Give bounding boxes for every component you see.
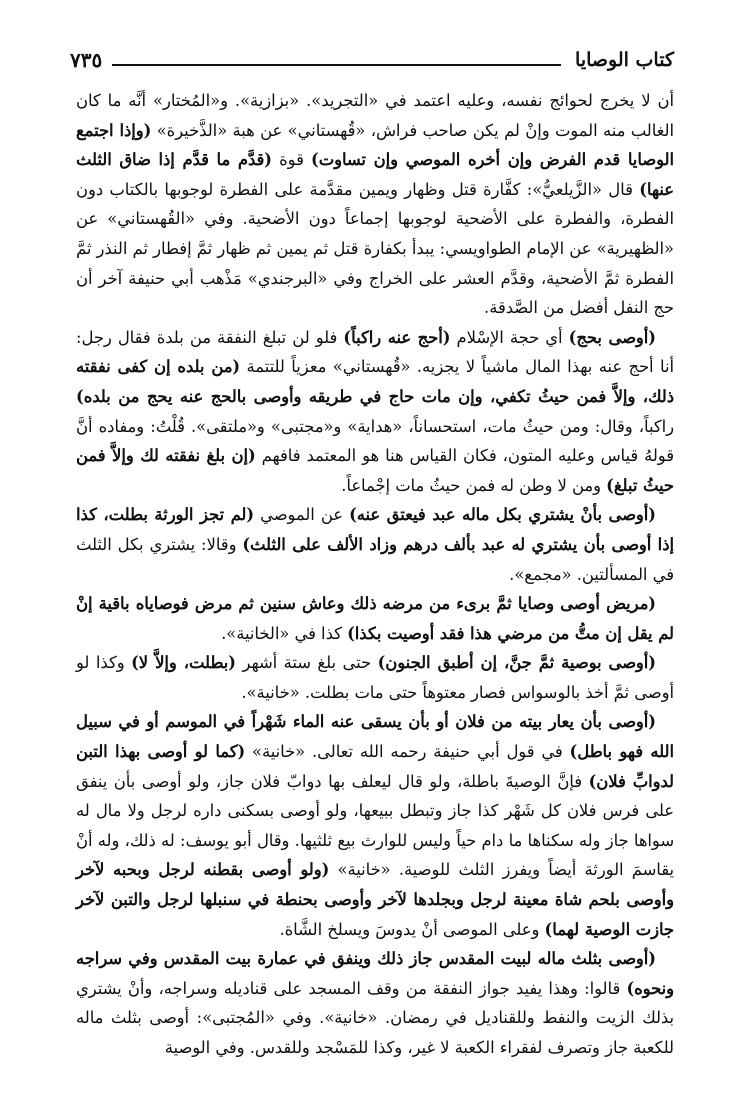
page-header (70, 38, 674, 70)
commentary-text: حتى بلغ ستة أشهر (235, 653, 378, 673)
commentary-text: كذا في «الخانية». (221, 623, 348, 643)
matn-text: (أوصى بحج) (568, 327, 656, 347)
matn-text: (وإذا اجتمع الوصايا قدم الفرض وإن أخره الموصي وإن تساوت) (76, 120, 675, 170)
commentary-text: ومن لا وطن له فمن حيثُ مات إجْماعاً. (341, 475, 607, 495)
commentary-text: فلو لن تبلغ النفقة من بلدة فقال رجل: أنا أحج عنه بهذا المال ماشياً لا يجزيه. «قُهستاني» معزياً للتتمة (76, 327, 674, 377)
matn-text: (مريض أوصى وصايا ثمَّ برىء من مرضه ذلك وعاش سنين ثم مرض فوصاياه باقية إنْ لم يقل إن متُّ من مرضي هذا فقد أوصيت بكذا) (76, 594, 674, 643)
matn-text: (قدَّم ما قدَّم إذا ضاق الثلث عنها) (76, 150, 674, 199)
header-rule (112, 64, 561, 66)
matn-text: (إن بلغ نفقته لك وإلاَّ فمن حيثُ تبلغ) (76, 446, 674, 495)
commentary-text: أي حجة الإسْلام (450, 327, 569, 347)
matn-text: (ولو أوصى بقطنه لرجل وبحبه لآخر وأوصى بلحم شاة معينة لرجل وبجلدها لآخر وأوصى بحنطة في سنبلها لرجل والتبن لآخر جازت الوصية لهما) (76, 860, 674, 939)
commentary-text: قوة (271, 150, 312, 170)
matn-text: (من بلده إن كفى نفقته ذلك، وإلاَّ فمن حيثُ تكفي، وإن مات حاج في طريقه وأوصى بالحج عنه يحج من بلده) (76, 357, 674, 406)
matn-text: (أوصى بثلث ماله لبيت المقدس جاز ذلك وينفق في عمارة بيت المقدس وفي سراجه ونحوه) (76, 949, 674, 998)
paragraph (76, 589, 674, 648)
matn-text: (كما لو أوصى بهذا التبن لدوابِّ فلان) (76, 742, 674, 791)
commentary-text: وعلى الموصى أنْ يدوسَ ويسلخ الشَّاة. (279, 919, 545, 939)
commentary-text: قالوا: وهذا يفيد جواز النفقة من وقف المسجد على قناديله وسراجه، وأنْ يشتري بذلك الزيت والنفط وللقناديل في رمضان. «خانية». وفي «المُجتبى»: أوصى بثلث ماله للكعبة جاز وتصرف لفقراء الكعبة لا غير، وكذا للمَسْجد وللقدس. وفي الوصية (76, 978, 674, 1057)
commentary-text: قال «الزَّيلعيُّ»: كفَّارة قتل وظهار ويمين مقدَّمة على الفطرة لوجوبها بالكتاب دون الفطرة، والفطرة على الأضحية لوجوبها إجماعاً دون الأضحية. وفي «القُهستاني» عن «الظهيرية» عن الإمام الطواويسي: يبدأ بكفارة قتل ثم يمين ثم ظهار ثمَّ إفطار ثم النذر ثمَّ الفطرة ثمَّ الأضحية، وقدَّم العشر على الخراج وفي «البرجندي» مَذْهب أبي حنيفة آخر أن حج النفل أفضل من الصَّدقة. (76, 179, 674, 318)
matn-text: (أوصى بوصية ثمَّ جنَّ، إن أطبق الجنون) (377, 653, 657, 673)
paragraph (76, 707, 674, 944)
commentary-text: أن لا يخرج لحوائج نفسه، وعليه اعتمد في «التجريد». «بزازية». و«المُختار» أنَّه ما كان الغالب منه الموت وإنْ لم يكن صاحب فراش، «قُهستاني» عن هبة «الذَّخيرة» (76, 91, 674, 140)
page-number: ٧٣٥ (70, 48, 103, 72)
commentary-text: راكباً، وقال: ومن حيثُ مات، استحساناً، «هداية» و«مجتبى» و«ملتقى». قُلْتُ: ومفاده أنَّ قولهُ قياس وعليه المتون، فكان القياس هنا هو المعتمد فافهم (76, 416, 674, 466)
matn-text: (أوصى بأنْ يشتري بكل ماله عبد فيعتق عنه) (349, 505, 657, 525)
matn-text: (بطلت، وإلاَّ لا) (131, 653, 236, 673)
running-head: كتاب الوصايا (575, 49, 674, 71)
matn-text: (لم تجز الورثة بطلت، كذا إذا أوصى بأن يشتري له عبد بألف درهم وزاد الألف على الثلث) (76, 505, 674, 554)
body-text (76, 86, 674, 1063)
paragraph (76, 500, 674, 589)
commentary-text: فإنَّ الوصيةَ باطلة، ولو قال ليعلف بها دوابّ فلان جاز، ولو أوصى بأن ينفق على فرس فلان كل شَهْر كذا جاز وتبطل ببيعها، ولو أوصى بسكنى داره لرجل ولا مال له سواها جاز وله سكناها ما دام حياً وليس للوارث بيع ثلثيها. وقال أبو يوسف: له ذلك، وله أنْ يقاسمَ الورثة أيضاً ويفرز الثلث للوصية. «خانية» (76, 771, 675, 880)
paragraph (76, 944, 674, 1062)
commentary-text: وقالا: يشتري بكل الثلث في المسألتين. «مجمع». (76, 534, 674, 584)
matn-text: (أوصى بأن يعار بيته من فلان أو بأن يسقى عنه الماء شَهْراً في الموسم أو في سبيل الله فهو باطل) (76, 712, 675, 762)
paragraph (76, 323, 674, 501)
commentary-text: في قول أبي حنيفة رحمه الله تعالى. «خانية» (245, 742, 570, 762)
matn-text: (أحج عنه راكباً) (343, 327, 451, 347)
commentary-text: عن الموصي (254, 505, 350, 525)
paragraph (76, 648, 674, 707)
commentary-text: وكذا لو أوصى ثمَّ أخذ بالوسواس فصار معتوهاً حتى مات بطلت. «خانية». (76, 653, 674, 702)
paragraph (76, 86, 674, 323)
